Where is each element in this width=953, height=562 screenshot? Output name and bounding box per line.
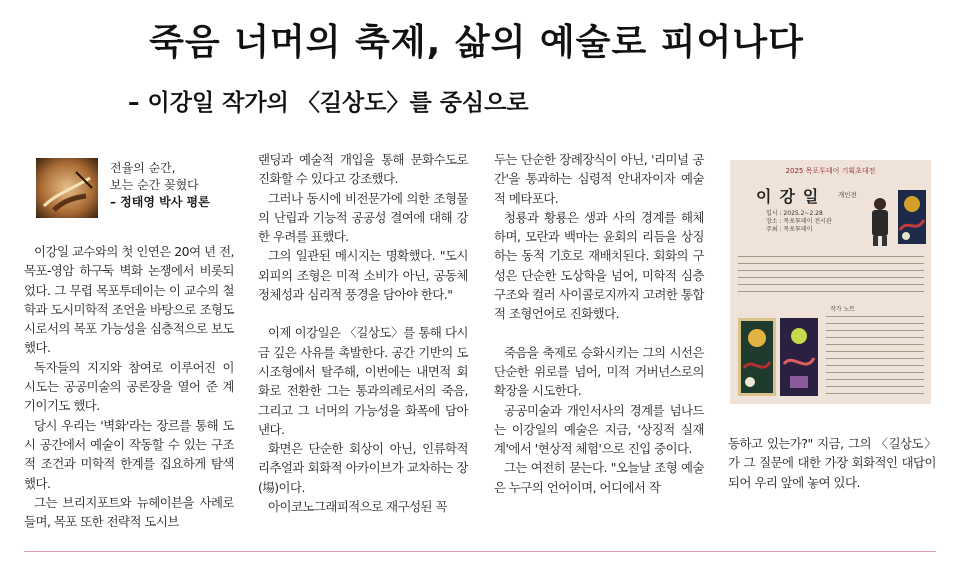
- paragraph: 동하고 있는가?" 지금, 그의 〈길상도〉가 그 질문에 대한 가장 회화적인 대답이 되어 우리 앞에 놓여 있다.: [728, 436, 936, 490]
- author-photo: [36, 158, 98, 218]
- artist-photo: [868, 196, 892, 246]
- paragraph: 그는 여전히 묻는다. "오늘날 조형 예술은 누구의 언어이며, 어디에서 작: [494, 460, 704, 495]
- bottom-divider: [24, 551, 936, 552]
- paragraph: 당시 우리는 '벽화'라는 장르를 통해 도시 공간에서 예술이 작동할 수 있는 구조적 조건과 미학적 한계를 집요하게 탐색했다.: [24, 417, 234, 491]
- paragraph: 그의 일관된 메시지는 명확했다. "도시 외피의 조형은 미적 소비가 아닌, 공동체 정체성과 심리적 풍경을 담아야 한다.": [258, 248, 468, 303]
- paragraph: 화면은 단순한 회상이 아닌, 인류학적 리추얼과 회화적 아카이브가 교차하는 장(場)이다.: [258, 441, 468, 495]
- paragraph: 독자들의 지지와 참여로 이루어진 이 시도는 공공미술의 공론장을 열어 준 계기이기도 했다.: [24, 359, 234, 414]
- poster-fine-print: [738, 256, 924, 296]
- paragraph-gap: [258, 304, 468, 323]
- paragraph: 이강일 교수와의 첫 인연은 20여 년 전, 목포-영암 하구둑 벽화 논쟁에서 비롯되었다. 그 무렵 목포투데이는 이 교수의 철학과 도시미학적 조언을 바탕으로 조형도시로서의 목포 가능성을 심층적으로 보도했다.: [24, 244, 234, 356]
- paragraph-gap: [494, 324, 704, 343]
- headline: 죽음 너머의 축제, 삶의 예술로 피어나다: [149, 22, 804, 63]
- poster-fine-print: [826, 316, 924, 396]
- poster-artist-name: 이강일: [756, 187, 827, 206]
- poster-painting-1: [898, 190, 926, 244]
- poster-painting-3: [780, 318, 818, 396]
- paragraph: 공공미술과 개인서사의 경계를 넘나드는 이강일의 예술은 지금, '상징적 실재계'에서 '현상적 체험'으로 진입 중이다.: [494, 402, 704, 457]
- paragraph: 두는 단순한 장례장식이 아닌, '리미널 공간'을 통과하는 심령적 안내자이자 예술적 메타포다.: [494, 152, 704, 206]
- article-column-3: [494, 150, 704, 497]
- poster-info-line: 주최 : 목포투데이: [766, 226, 813, 233]
- exhibition-poster: [730, 160, 931, 404]
- subheadline: – 이강일 작가의 〈길상도〉를 중심으로: [128, 90, 529, 116]
- byline-author: – 정태영 박사 평론: [110, 195, 210, 209]
- paragraph: 그러나 동시에 비전문가에 의한 조형물의 난립과 기능적 공공성 결여에 대해 강한 우려를 표했다.: [258, 190, 468, 245]
- poster-title: 2025 목포투데이 기획초대전: [785, 167, 876, 175]
- paragraph: 아이코노그래피적으로 재구성된 꼭: [268, 499, 447, 515]
- poster-painting-2: [738, 318, 776, 396]
- article-column-2: [258, 150, 468, 516]
- article-column-4: [728, 434, 936, 492]
- byline: [110, 160, 210, 211]
- poster-info-line: 장소 : 목포투데이 전시관: [766, 218, 832, 225]
- poster-info-line: 일시 : 2025.2~2.28: [766, 210, 823, 217]
- poster-artist-suffix: 개인전: [838, 191, 857, 199]
- paragraph: 청룡과 황룡은 생과 사의 경계를 해체하며, 모란과 백마는 윤회의 리듬을 상징하는 동적 기호로 재배치된다. 회화의 구성은 단순한 도상학을 넘어, 미학적 심층구조와 컬러 사이콜로지까지 고려한 통합적 조형언어로 진화했다.: [494, 209, 704, 322]
- poster-info: [766, 210, 832, 234]
- paragraph: 그는 브리지포트와 뉴헤이븐을 사례로 들며, 목포 또한 전략적 도시브: [24, 494, 234, 530]
- poster-note-label: 작가 노트: [830, 306, 856, 313]
- paragraph: 죽음을 축제로 승화시키는 그의 시선은 단순한 위로를 넘어, 미적 거버넌스로의 확장을 시도한다.: [494, 344, 704, 399]
- byline-line-1: 전율의 순간,: [110, 161, 176, 175]
- paragraph: 이제 이강일은 〈길상도〉를 통해 다시금 깊은 사유를 촉발한다. 공간 기반의 도시조형에서 탈주해, 이번에는 내면적 회화로 전환한 그는 통과의례로서의 죽음, 그리고 그 너머의 가능성을 화폭에 담아낸다.: [258, 325, 468, 437]
- article-column-1: [24, 242, 234, 531]
- byline-line-2: 보는 순간 꽂혔다: [110, 178, 199, 192]
- paragraph: 랜딩과 예술적 개입을 통해 문화수도로 진화할 수 있다고 강조했다.: [258, 152, 468, 187]
